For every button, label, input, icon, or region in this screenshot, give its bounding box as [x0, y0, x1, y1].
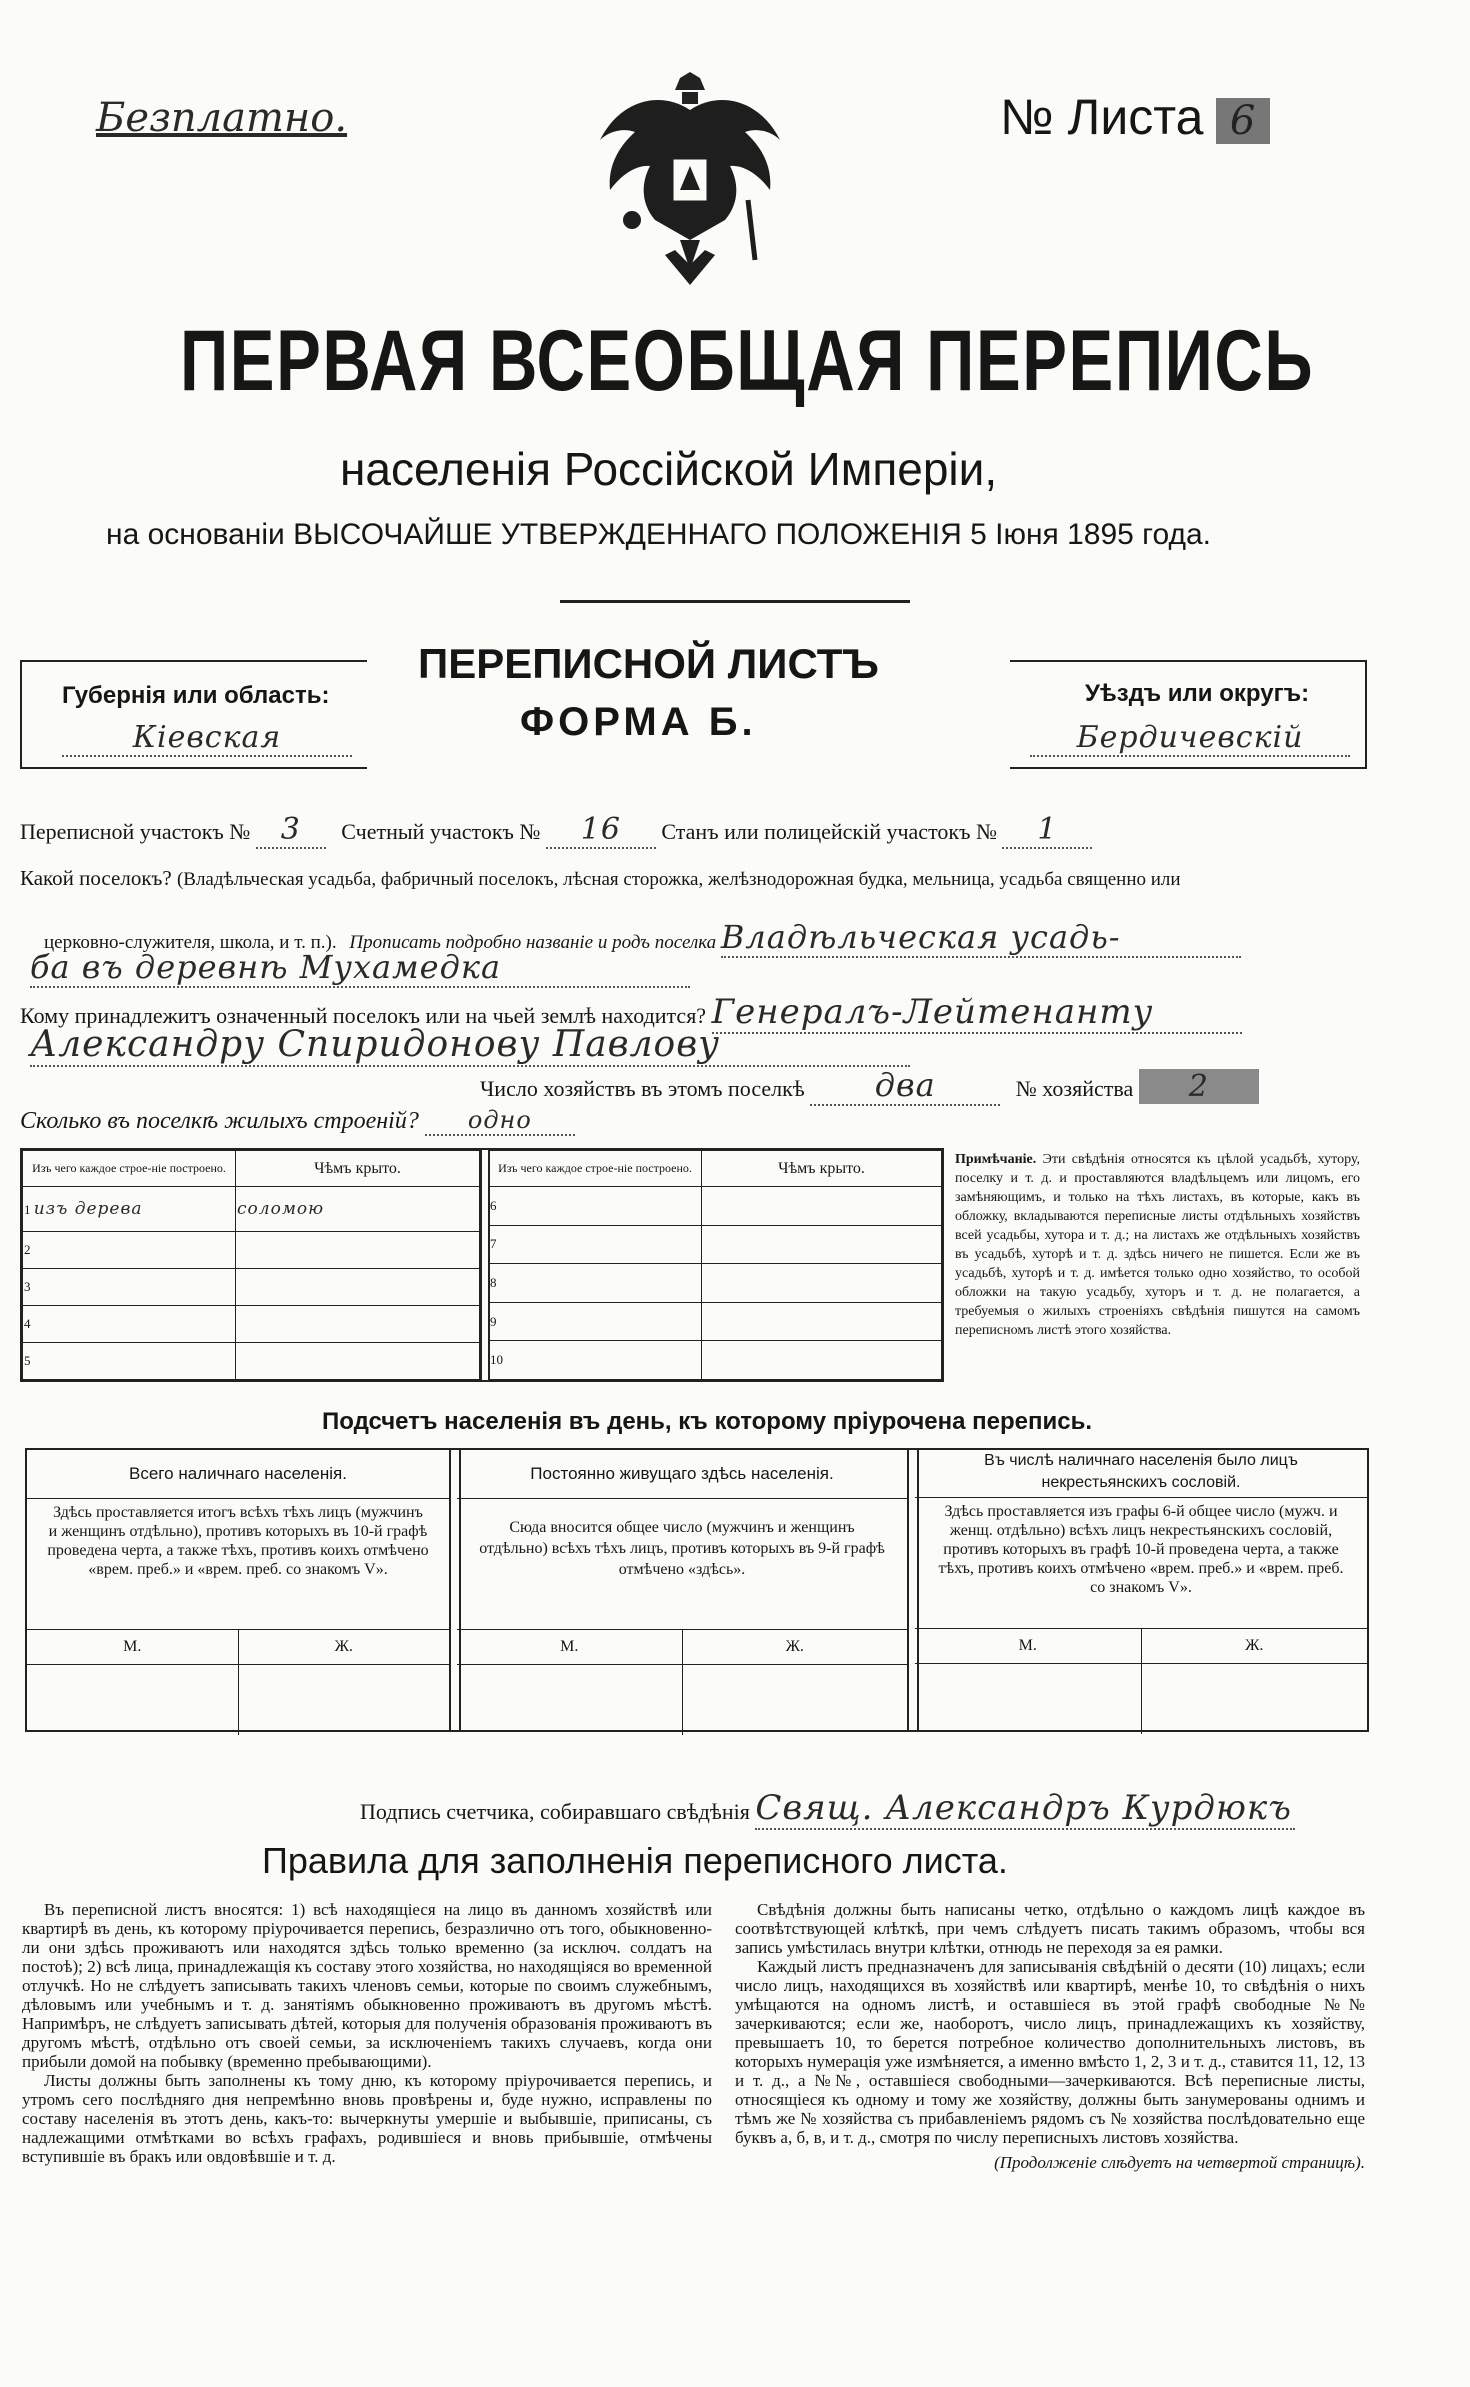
owner-value-2: Александру Спиридонову Павлову [30, 1024, 910, 1067]
table-row [23, 1187, 236, 1232]
male-header: М. [27, 1630, 239, 1664]
double-headed-eagle-icon [580, 70, 800, 300]
rules-left-p1: Въ переписной листъ вносятся: 1) всѣ находящіеся на лицо въ данномъ хозяйствѣ или квартирѣ въ день, къ которому пріурочивается перепись, безразлично отъ того, обыкновенно-ли они здѣсь проживаютъ или находятся здѣсь только временно (за исключ. солдатъ на постоѣ); 2) всѣ лица, принадлежащія къ составу этого хозяйства, но находящіяся во временной отлучкѣ. Но не слѣдуетъ записывать такихъ членовъ семьи, которые по своимъ служебнымъ, дѣловымъ или учебнымъ и т. д. занятіямъ обыкновенно проживаютъ въ другомъ мѣстѣ. Напримѣръ, не слѣдуетъ записывать дѣтей, которыя для полученія образованія проживаютъ въ другомъ мѣстѣ, отдѣльно отъ своей семьи, за исключеніемъ такихъ случаевъ, когда они прибыли домой на побывку (временно пребывающими). [22, 1900, 712, 2071]
province-box [20, 660, 367, 769]
signature-line [360, 1788, 1295, 1830]
households-label: Число хозяйствъ въ этомъ поселкѣ [480, 1076, 805, 1101]
household-no-value: 2 [1139, 1069, 1259, 1104]
owner-label: Кому принадлежитъ означенный поселокъ или на чьей землѣ находится? [20, 1003, 707, 1028]
table-row [489, 1225, 702, 1264]
buildings-line [20, 1106, 575, 1136]
col-roof-header: Чѣмъ крыто. [236, 1151, 480, 1187]
counting-section-label: Счетный участокъ № [341, 819, 541, 844]
settlement-hint: (Владѣльческая усадьба, фабричный поселокъ, лѣсная сторожка, желѣзнодорожная будка, мельница, усадьба священно или [176, 869, 1181, 890]
col-building-header: Изъ чего каждое строе-ніе построено. [23, 1151, 236, 1187]
settlement-value-2: ба въ деревнѣ Мухамедка [30, 948, 690, 988]
rules-right [735, 1900, 1365, 2172]
male-count-cell[interactable] [27, 1665, 239, 1735]
female-count-cell[interactable] [239, 1665, 450, 1735]
note-title: Примѣчаніе. [955, 1152, 1037, 1167]
population-col-text: Сюда вносится общее число (мужчинъ и женщинъ отдѣльно) всѣхъ тѣхъ лицъ, противъ которыхъ въ 9-й графѣ отмѣчено «здѣсь». [479, 1519, 885, 1578]
female-count-cell[interactable] [1142, 1664, 1368, 1734]
households-line [480, 1066, 1259, 1106]
stan-label: Станъ или полицейскій участокъ № [661, 819, 997, 844]
page-subtitle: населенія Россійской Имперіи, [340, 443, 998, 495]
page-title: ПЕРВАЯ ВСЕОБЩАЯ ПЕРЕПИСЬ [180, 313, 1315, 409]
female-header: Ж. [1245, 1637, 1264, 1654]
settlement-value-1: Владѣльческая усадь- [721, 918, 1241, 958]
row-roof [236, 1305, 480, 1342]
buildings-table [20, 1148, 944, 1382]
row-number: 8 [490, 1274, 497, 1290]
table-row [489, 1187, 702, 1226]
row-roof: соломою [236, 1187, 480, 1232]
basis-line: на основаніи ВЫСОЧАЙШЕ УТВЕРЖДЕННАГО ПОЛОЖЕНІЯ 5 Іюня 1895 года. [106, 518, 1212, 551]
district-box [1010, 660, 1367, 769]
owner-value-1: Генералъ-Лейтенанту [712, 992, 1242, 1034]
table-row [23, 1231, 236, 1268]
rules-right-p2: Каждый листъ предназначенъ для записыванія свѣдѣній о десяти (10) лицахъ; если число лицъ, находящихся въ хозяйствѣ или квартирѣ, менѣе 10, то свѣдѣнія о нихъ умѣщаются на одномъ листѣ, и оставшіеся въ этой графѣ свободные №№ зачеркиваются; если же, наоборотъ, число лицъ, принадлежащихъ къ хозяйству, превышаетъ 10, то берется потребное количество дополнительныхъ листовъ, въ которыхъ нумерація уже измѣняется, а именно вмѣсто 1, 2, 3 и т. д., ставится 11, 12, 13 и т. д., а №№, оставшіеся свободными—зачеркиваются. Всѣ переписные листы, относящіеся къ одному и тому же хозяйству, должны быть занумерованы однимъ и тѣмъ же № хозяйства съ прибавленіемъ рядомъ съ № хозяйства послѣдовательно еще буквъ а, б, в, и т. д., смотря по числу переписныхъ листовъ хозяйства. [735, 1957, 1365, 2147]
population-col-text: Здѣсь проставляется итогъ всѣхъ тѣхъ лицъ (мужчинъ и женщинъ отдѣльно), противъ которыхъ въ 10-й графѣ проведена черта, а также тѣхъ, противъ коихъ отмѣчено «врем. преб.» и «врем. преб. со знакомъ V». [47, 1504, 429, 1578]
population-col-header: Постоянно живущаго здѣсь населенія. [457, 1450, 907, 1499]
male-count-cell[interactable] [915, 1664, 1142, 1734]
population-col-header: Всего наличнаго населенія. [27, 1450, 449, 1499]
row-number: 3 [24, 1278, 31, 1294]
settlement-hint-2: церковно-служителя, школа, и т. п.). [44, 932, 337, 953]
table-row [23, 1342, 236, 1379]
female-header: Ж. [785, 1638, 804, 1655]
population-table [25, 1448, 1369, 1732]
population-col-text: Здѣсь проставляется изъ графы 6-й общее число (мужч. и женщ. отдѣльно) всѣхъ лицъ некрестьянскихъ сословій, противъ которыхъ въ графѣ 10-й проведена черта, а также тѣхъ, противъ коихъ отмѣчено «врем. преб.» и «врем. преб. со знакомъ V». [938, 1503, 1344, 1596]
row-number: 1 [24, 1201, 31, 1217]
row-roof [236, 1231, 480, 1268]
sheet-number-value: 6 [1216, 98, 1270, 144]
sheet-number [1000, 88, 1270, 146]
row-number: 2 [24, 1241, 31, 1257]
stan-value: 1 [1002, 812, 1092, 849]
row-roof [702, 1341, 942, 1380]
rules-title: Правила для заполненія переписного листа. [262, 1840, 1008, 1881]
row-number: 6 [490, 1197, 497, 1213]
signature-value: Свящ. Александръ Курдюкъ [755, 1788, 1295, 1830]
sections-line [20, 812, 1360, 849]
row-roof [702, 1302, 942, 1341]
col-roof-header-2: Чѣмъ крыто. [702, 1151, 942, 1187]
province-value: Кіевская [62, 720, 352, 757]
free-label: Безплатно. [96, 95, 348, 141]
province-label: Губернія или область: [62, 682, 330, 709]
row-roof [236, 1342, 480, 1379]
buildings-label: Сколько въ поселкѣ жилыхъ строеній? [20, 1108, 419, 1134]
census-section-value: 3 [256, 812, 326, 849]
row-roof [702, 1264, 942, 1303]
rules-right-p1: Свѣдѣнія должны быть написаны четко, отдѣльно о каждомъ лицѣ каждое въ соотвѣтствующей клѣткѣ, при чемъ слѣдуетъ писать такимъ образомъ, чтобы вся запись умѣстилась внутри клѣтки, отнюдь не переходя за ея рамки. [735, 1900, 1365, 1957]
rules-continued: (Продолженіе слѣдуетъ на четвертой страницѣ). [994, 2153, 1365, 2172]
row-number: 10 [490, 1352, 503, 1368]
rules-left-p2: Листы должны быть заполнены къ тому дню, къ которому пріурочивается перепись, и утромъ сего послѣдняго дня непремѣнно вновь провѣрены и, буде нужно, исправлены по составу населенія въ этотъ день, какъ-то: вычеркнуты умершіе и выбывшіе, приписаны, съ надлежащими отмѣтками во всѣхъ графахъ, родившіеся и вновь прибывшіе, отмѣчены вступившіе въ бракъ или овдовѣвшіе и т. д. [22, 2071, 712, 2166]
male-header: М. [457, 1630, 683, 1664]
households-value: два [810, 1066, 1000, 1106]
male-count-cell[interactable] [457, 1665, 683, 1735]
row-number: 7 [490, 1236, 497, 1252]
table-row [489, 1264, 702, 1303]
signature-label: Подпись счетчика, собиравшаго свѣдѣнія [360, 1799, 750, 1824]
table-row [23, 1268, 236, 1305]
settlement-line [20, 866, 1181, 891]
note-text: Эти свѣдѣнія относятся къ цѣлой усадьбѣ, хутору, поселку и т. д. и проставляются владѣльцемъ или лицомъ, его замѣняющимъ, и только на тѣхъ листахъ, въ которые, какъ въ обложку, вкладываются переписные листы отдѣльныхъ хозяйствъ всей усадьбы, хутора и т. д.; на листахъ же отдѣльныхъ хозяйствъ въ усадьбѣ, хуторѣ и т. д. здѣсь ничего не пишется. Если же въ усадьбѣ, хуторѣ и т. д. имѣется только одно хозяйство, то особой обложки на такую усадьбу, хуторъ и т. д. не полагается, а требуемыя о жилыхъ строеніяхъ свѣдѣнія пишутся на самомъ переписномъ листѣ этого хозяйства. [955, 1152, 1360, 1338]
settlement-hint-italic: Прописать подробно названіе и родъ поселка [349, 932, 717, 953]
census-section-label: Переписной участокъ № [20, 819, 251, 844]
row-number: 5 [24, 1352, 31, 1368]
district-label: Уѣздъ или округъ: [1085, 680, 1310, 707]
row-roof [702, 1187, 942, 1226]
rules-left [22, 1900, 712, 2166]
row-number: 9 [490, 1313, 497, 1329]
sheet-title: ПЕРЕПИСНОЙ ЛИСТЪ [418, 640, 879, 687]
table-row [489, 1341, 702, 1380]
district-value: Бердичевскій [1030, 720, 1350, 757]
divider [560, 600, 910, 603]
col-building-header-2: Изъ чего каждое строе-ніе построено. [489, 1151, 702, 1187]
table-row [489, 1302, 702, 1341]
form-name: ФОРМА Б. [520, 700, 757, 744]
population-title: Подсчетъ населенія въ день, къ которому пріурочена перепись. [322, 1408, 1092, 1435]
table-row [23, 1305, 236, 1342]
buildings-value: одно [425, 1106, 575, 1136]
settlement-label: Какой поселокъ? [20, 866, 172, 890]
counting-section-value: 16 [546, 812, 656, 849]
sheet-number-label: № Листа [1000, 89, 1204, 145]
row-roof [702, 1225, 942, 1264]
female-count-cell[interactable] [683, 1665, 908, 1735]
note-block [955, 1150, 1360, 1340]
row-material: изъ дерева [33, 1198, 143, 1219]
female-header: Ж. [334, 1638, 353, 1655]
household-no-label: № хозяйства [1015, 1076, 1134, 1101]
population-col-header: Въ числѣ наличнаго населенія было лицъ некрестьянскихъ сословій. [915, 1450, 1367, 1498]
row-roof [236, 1268, 480, 1305]
male-header: М. [915, 1629, 1142, 1663]
row-number: 4 [24, 1315, 31, 1331]
